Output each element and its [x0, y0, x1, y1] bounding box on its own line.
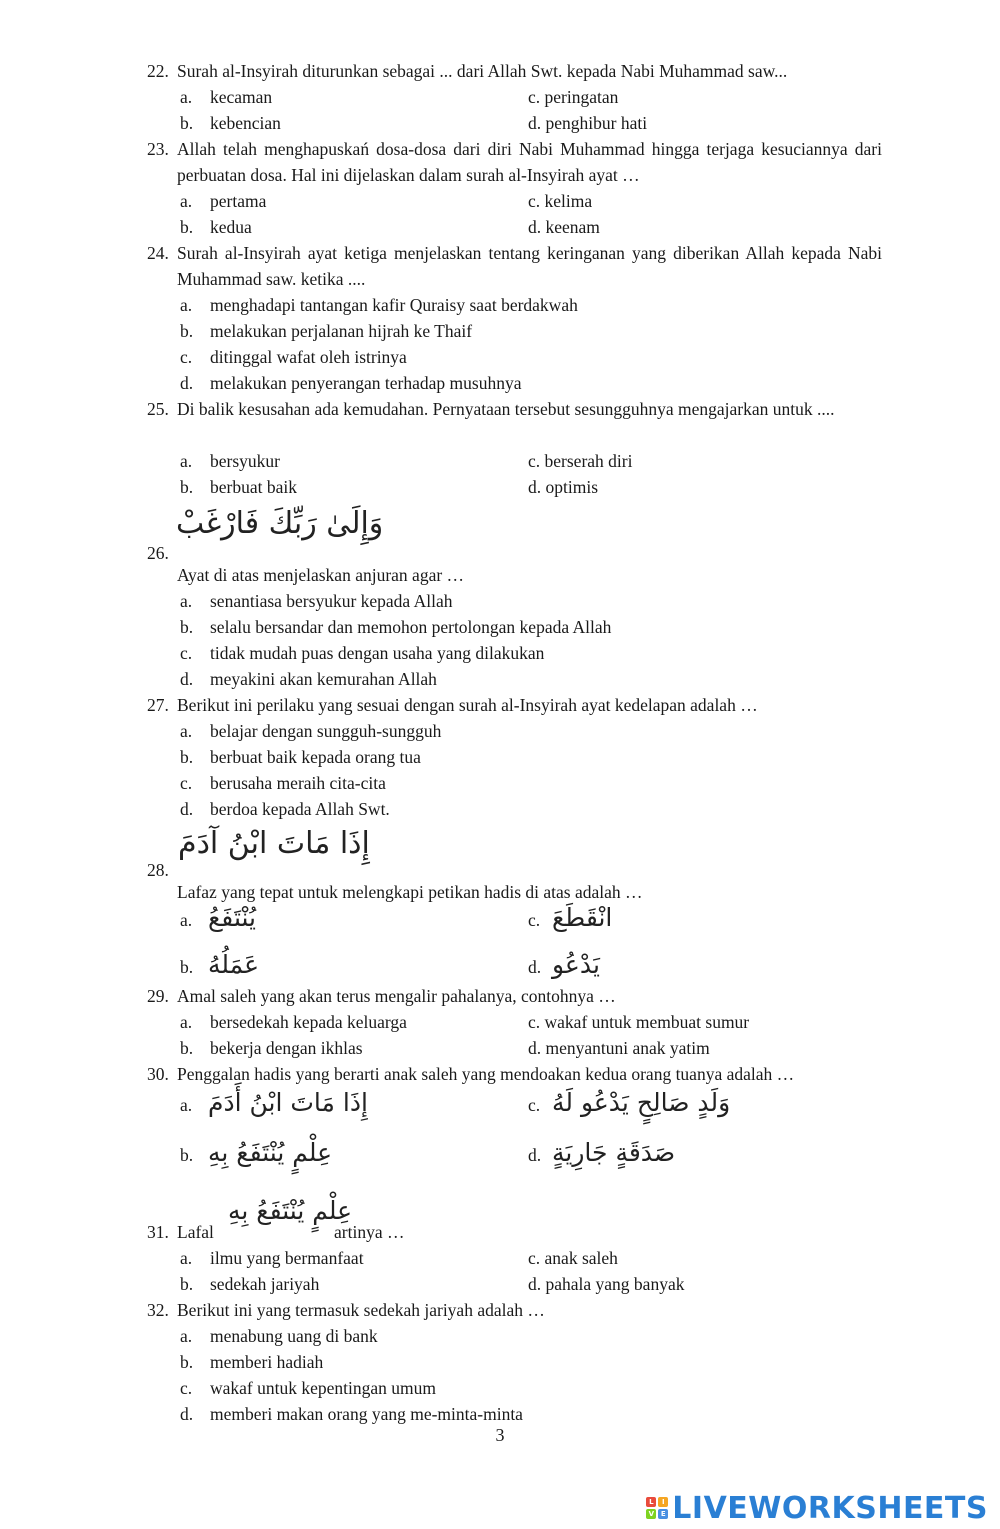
option-b[interactable]: b. selalu bersandar dan memohon pertolongan kepada Allah	[180, 617, 612, 637]
question-stem: Di balik kesusahan ada kemudahan. Pernyataan tersebut sesungguhnya mengajarkan untuk ....	[177, 399, 835, 419]
option-a[interactable]: a. إِذَا مَاتَ ابْنُ أَدَمَ	[180, 1088, 368, 1117]
question-22	[147, 58, 882, 84]
question-number: 23.	[147, 139, 169, 159]
option-a[interactable]: a. pertama	[180, 191, 267, 211]
option-b[interactable]: b. kedua	[180, 217, 252, 237]
question-number: 32.	[147, 1300, 169, 1320]
question-number: 28.	[147, 860, 169, 880]
option-c[interactable]: c. wakaf untuk membuat sumur	[528, 1012, 750, 1032]
question-stem: Berikut ini yang termasuk sedekah jariyah adalah …	[177, 1300, 545, 1320]
option-d[interactable]: d. menyantuni anak yatim	[528, 1038, 710, 1058]
question-stem: Surah al-Insyirah diturunkan sebagai ... dari Allah Swt. kepada Nabi Muhammad saw...	[177, 61, 788, 81]
question-number: 30.	[147, 1064, 169, 1084]
option-a[interactable]: a. ilmu yang bermanfaat	[180, 1248, 364, 1268]
arabic-verse: وَإِلَىٰ رَبِّكَ فَارْغَبْ	[176, 506, 384, 541]
question-stem: Lafaz yang tepat untuk melengkapi petikan hadis di atas adalah …	[177, 882, 643, 902]
option-d[interactable]: d. melakukan penyerangan terhadap musuhnya	[180, 373, 522, 393]
question-pre: Lafal	[177, 1222, 214, 1242]
option-d[interactable]: d. pahala yang banyak	[528, 1274, 685, 1294]
option-b[interactable]: b. kebencian	[180, 113, 281, 133]
option-b[interactable]: b. عِلْمٍ يُنْتَفَعُ بِهِ	[180, 1138, 333, 1167]
option-c[interactable]: c. wakaf untuk kepentingan umum	[180, 1378, 436, 1398]
option-c[interactable]: c. kelima	[528, 191, 593, 211]
option-b[interactable]: b. berbuat baik kepada orang tua	[180, 747, 421, 767]
logo-text: LIVEWORKSHEETS	[672, 1490, 988, 1526]
logo-grid-icon: L I V E	[646, 1497, 668, 1519]
option-c[interactable]: c. berserah diri	[528, 451, 633, 471]
option-c[interactable]: c. انْقَطَعَ	[528, 903, 613, 932]
question-number: 22.	[147, 61, 169, 81]
question-number: 29.	[147, 986, 169, 1006]
option-b[interactable]: b. sedekah jariyah	[180, 1274, 320, 1294]
option-c[interactable]: c. ditinggal wafat oleh istrinya	[180, 347, 407, 367]
question-23	[147, 136, 882, 188]
option-d[interactable]: d. يَدْعُو	[528, 950, 600, 979]
option-d[interactable]: d. meyakini akan kemurahan Allah	[180, 669, 437, 689]
liveworksheets-logo[interactable]	[646, 1490, 988, 1526]
page-number: 3	[495, 1425, 505, 1445]
option-d[interactable]: d. صَدَقَةٍ جَارِيَةٍ	[528, 1138, 676, 1167]
question-stem: Ayat di atas menjelaskan anjuran agar …	[177, 565, 465, 585]
option-a[interactable]: a. يُنْتَفَعُ	[180, 903, 256, 932]
option-d[interactable]: d. optimis	[528, 477, 599, 497]
option-a[interactable]: a. bersedekah kepada keluarga	[180, 1012, 407, 1032]
option-d[interactable]: d. memberi makan orang yang me-minta-minta	[180, 1404, 523, 1424]
option-c[interactable]: c. berusaha meraih cita-cita	[180, 773, 386, 793]
option-a[interactable]: a. kecaman	[180, 87, 273, 107]
option-b[interactable]: b. bekerja dengan ikhlas	[180, 1038, 363, 1058]
option-a[interactable]: a. belajar dengan sungguh-sungguh	[180, 721, 442, 741]
question-stem: Berikut ini perilaku yang sesuai dengan surah al-Insyirah ayat kedelapan adalah …	[177, 695, 758, 715]
question-stem: Penggalan hadis yang berarti anak saleh yang mendoakan kedua orang tuanya adalah …	[177, 1064, 795, 1084]
option-b[interactable]: b. melakukan perjalanan hijrah ke Thaif	[180, 321, 473, 341]
question-number: 27.	[147, 695, 169, 715]
option-a[interactable]: a. menabung uang di bank	[180, 1326, 378, 1346]
option-a[interactable]: a. bersyukur	[180, 451, 280, 471]
option-a[interactable]: a. menghadapi tantangan kafir Quraisy saat berdakwah	[180, 295, 578, 315]
question-number: 26.	[147, 543, 169, 563]
option-d[interactable]: d. penghibur hati	[528, 113, 648, 133]
option-d[interactable]: d. keenam	[528, 217, 600, 237]
question-stem: Surah al-Insyirah ayat ketiga menjelaskan tentang keringanan yang diberikan Allah kepada Nabi Muhammad saw. ketika ....	[177, 243, 882, 289]
option-b[interactable]: b. عَمَلُهُ	[180, 950, 260, 979]
option-c[interactable]: c. peringatan	[528, 87, 619, 107]
option-b[interactable]: b. berbuat baik	[180, 477, 297, 497]
option-c[interactable]: c. tidak mudah puas dengan usaha yang dilakukan	[180, 643, 545, 663]
question-post: artinya …	[334, 1222, 405, 1242]
option-c[interactable]: c. وَلَدٍ صَالِحٍ يَدْعُو لَهُ	[528, 1088, 731, 1117]
question-25	[147, 396, 882, 422]
question-stem: Amal saleh yang akan terus mengalir pahalanya, contohnya …	[177, 986, 616, 1006]
option-a[interactable]: a. senantiasa bersyukur kepada Allah	[180, 591, 453, 611]
arabic-hadith: إِذَا مَاتَ ابْنُ آدَمَ	[178, 826, 370, 861]
option-b[interactable]: b. memberi hadiah	[180, 1352, 324, 1372]
arabic-lafal: عِلْمٍ يُنْتَفَعُ بِهِ	[228, 1196, 353, 1225]
option-d[interactable]: d. berdoa kepada Allah Swt.	[180, 799, 390, 819]
question-stem: Allah telah menghapuskań dosa-dosa dari diri Nabi Muhammad hingga terjaga kesuciannya dari perbuatan dosa. Hal ini dijelaskan dalam surah al-Insyirah ayat …	[177, 139, 882, 185]
question-number: 25.	[147, 399, 169, 419]
question-number: 31.	[147, 1222, 169, 1242]
option-c[interactable]: c. anak saleh	[528, 1248, 618, 1268]
question-24	[147, 240, 882, 292]
question-number: 24.	[147, 243, 169, 263]
